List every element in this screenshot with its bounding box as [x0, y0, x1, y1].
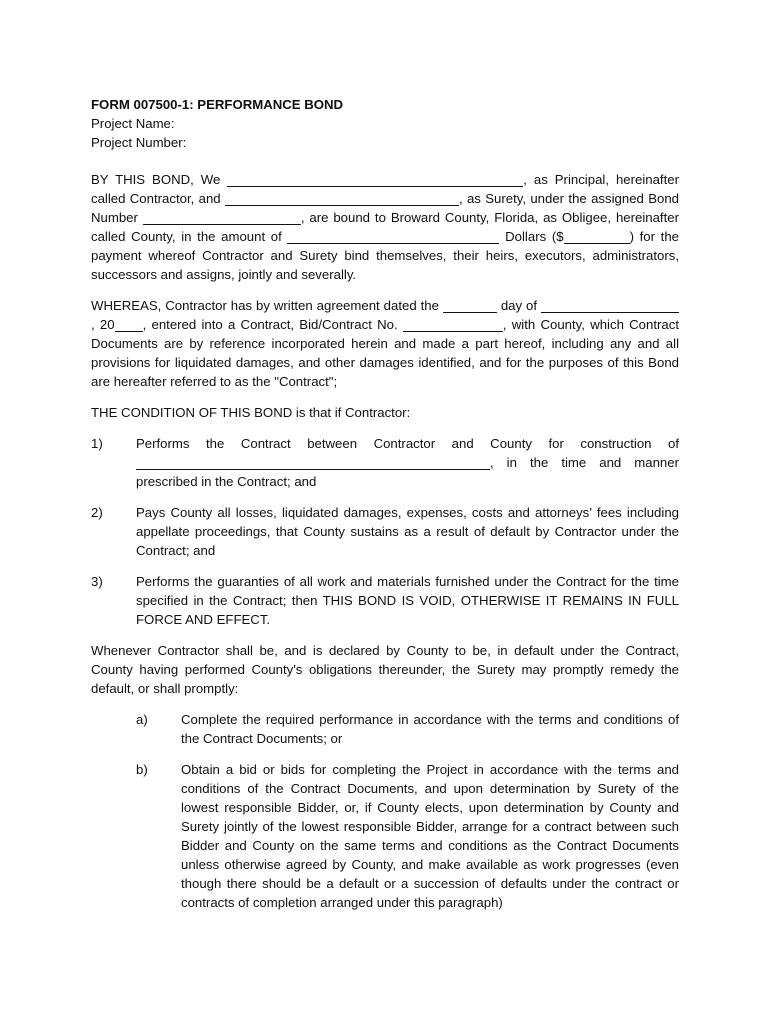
whereas-text-e: , with County, which Contract Documents are by reference incorporated herein and made a part hereof, including any and all provisions for liquidated damages, and other damages identified, and for the purposes of this Bond are hereafter referred to as the "Contract"; [91, 317, 679, 389]
bond-text-b: , as Principal, hereinafter called Contractor, and [91, 172, 679, 206]
bond-text-a: BY THIS BOND, We [91, 172, 221, 187]
principal-name-field[interactable] [227, 172, 523, 187]
whereas-text-a: WHEREAS, Contractor has by written agreement dated the [91, 298, 439, 313]
condition-item-1 [91, 434, 679, 491]
item-number: 2) [91, 505, 103, 520]
bond-paragraph [91, 170, 679, 284]
item-number: 3) [91, 574, 103, 589]
amount-words-field[interactable] [287, 229, 499, 244]
whenever-paragraph: Whenever Contractor shall be, and is declared by County to be, in default under the Contract, County having performed County's obligations thereunder, the Surety may promptly remedy the default, or shall promptly: [91, 643, 679, 696]
form-title: FORM 007500-1: PERFORMANCE BOND [91, 97, 344, 112]
item-text-b: , in the time and manner prescribed in the Contract; and [136, 455, 679, 489]
whereas-text-c: , 20 [91, 317, 115, 332]
whereas-paragraph [91, 296, 679, 391]
document-body [91, 95, 679, 912]
whereas-text-b: day of [500, 298, 538, 313]
bond-text-d: , are bound to Broward County, Florida, as Obligee, hereinafter called County, in the amount of [91, 210, 679, 244]
bond-text-e: Dollars ($ [505, 229, 564, 244]
item-number: 1) [91, 436, 103, 451]
amount-figures-field[interactable] [564, 229, 630, 244]
surety-name-field[interactable] [225, 191, 459, 206]
agreement-month-field[interactable] [541, 298, 679, 313]
remedy-item-a [91, 710, 679, 748]
condition-item-3 [91, 572, 679, 629]
condition-heading: THE CONDITION OF THIS BOND is that if Contractor: [91, 405, 411, 420]
item-text: Pays County all losses, liquidated damages, expenses, costs and attorneys’ fees including appellate proceedings, that County sustains as a result of default by Contractor under the Contract; and [136, 505, 679, 558]
item-text: Performs the guaranties of all work and materials furnished under the Contract for the time specified in the Contract; then THIS BOND IS VOID, OTHERWISE IT REMAINS IN FULL FORCE AND EFFECT. [136, 574, 679, 627]
agreement-year-field[interactable] [115, 317, 143, 332]
project-number-label: Project Number: [91, 135, 187, 150]
project-name-label: Project Name: [91, 116, 175, 131]
whereas-text-d: , entered into a Contract, Bid/Contract No. [142, 317, 398, 332]
subitem-text: Complete the required performance in accordance with the terms and conditions of the Contract Documents; or [181, 712, 679, 746]
agreement-day-field[interactable] [443, 298, 497, 313]
bond-number-field[interactable] [143, 210, 301, 225]
construction-description-field[interactable] [136, 455, 490, 470]
item-text-a: Performs the Contract between Contractor and County for construction of [136, 436, 679, 451]
bond-text-f: ) for the payment whereof Contractor and Surety bind themselves, their heirs, executors, administrators, successors and assigns, jointly and severally. [91, 229, 679, 282]
bond-text-c: , as Surety, under the assigned Bond Number [91, 191, 679, 225]
contract-number-field[interactable] [403, 317, 503, 332]
subitem-letter: b) [136, 762, 148, 777]
condition-item-2 [91, 503, 679, 560]
remedy-item-b [91, 760, 679, 912]
subitem-letter: a) [136, 712, 148, 727]
subitem-text: Obtain a bid or bids for completing the Project in accordance with the terms and conditions of the Contract Documents, and upon determination by Surety of the lowest responsible Bidder, or, if County elects, upon determination by County and Surety jointly of the lowest responsible Bidder, arrange for a contract between such Bidder and County on the same terms and conditions as the Contract Documents unless otherwise agreed by County, and make available as work progresses (even though there should be a default or a succession of defaults under the contract or contracts of completion arranged under this paragraph) [181, 762, 679, 910]
